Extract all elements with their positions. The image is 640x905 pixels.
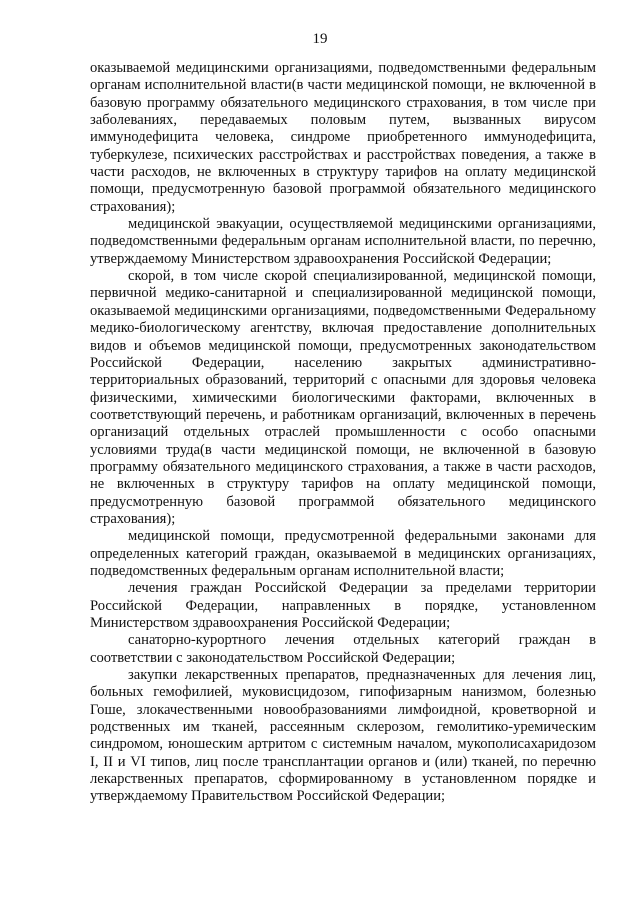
paragraph-fmba-emergency-care: скорой, в том числе скорой специализированной, медицинской помощи, первичной медико-санитарной и специализированной медицинской помощи, оказываемой медицинскими организациями, подведомственными Федеральному медико-биологическому агентству, включая предоставление дополнительных видов и объемов медицинской помощи, предусмотренных законодательством Российской Федерации, населению закрытых административно-территориальных образований, территорий с опасными для здоровья человека физическими, химическими биологическими факторами, включенных в соответствующий перечень, и работникам организаций, включенных в перечень организаций отдельных отраслей промышленности с особо опасными условиями труда(в части медицинской помощи, не включенной в базовую программу обязательного медицинского страхования, а также в части расходов, не включенных в структуру тарифов на оплату медицинской помощи, предусмотренную базовой программой обязательного медицинского страхования); — [90, 268, 596, 527]
paragraph-medical-evacuation: медицинской эвакуации, осуществляемой медицинскими организациями, подведомственными федеральным органам исполнительной власти, по перечню, утверждаемому Министерством здравоохранения Российской Федерации; — [90, 216, 596, 267]
document-body — [90, 60, 596, 806]
paragraph-drug-procurement: закупки лекарственных препаратов, предназначенных для лечения лиц, больных гемофилией, муковисцидозом, гипофизарным нанизмом, болезнью Гоше, злокачественными новообразованиями лимфоидной, кроветворной и родственных им тканей, рассеянным склерозом, гемолитико-уремическим синдромом, юношеским артритом с системным началом, мукополисахаридозом I, II и VI типов, лиц после трансплантации органов и (или) тканей, по перечню лекарственных препаратов, сформированному в установленном порядке и утверждаемому Правительством Российской Федерации; — [90, 667, 596, 805]
paragraph-federal-agencies-care: оказываемой медицинскими организациями, подведомственными федеральным органам исполнительной власти(в части медицинской помощи, не включенной в базовую программу обязательного медицинского страхования, в том числе при заболеваниях, передаваемых половым путем, вызванных вирусом иммунодефицита человека, синдроме приобретенного иммунодефицита, туберкулезе, психических расстройствах и расстройствах поведения, а также в части расходов, не включенных в структуру тарифов на оплату медицинской помощи, предусмотренную базовой программой обязательного медицинского страхования); — [90, 60, 596, 215]
paragraph-federal-laws-care: медицинской помощи, предусмотренной федеральными законами для определенных категорий граждан, оказываемой в медицинских организациях, подведомственных федеральным органам исполнительной власти; — [90, 528, 596, 579]
paragraph-treatment-abroad: лечения граждан Российской Федерации за пределами территории Российской Федерации, направленных в порядке, установленном Министерством здравоохранения Российской Федерации; — [90, 580, 596, 631]
page-number: 19 — [312, 31, 328, 47]
paragraph-sanatorium-treatment: санаторно-курортного лечения отдельных категорий граждан в соответствии с законодательством Российской Федерации; — [90, 632, 596, 666]
